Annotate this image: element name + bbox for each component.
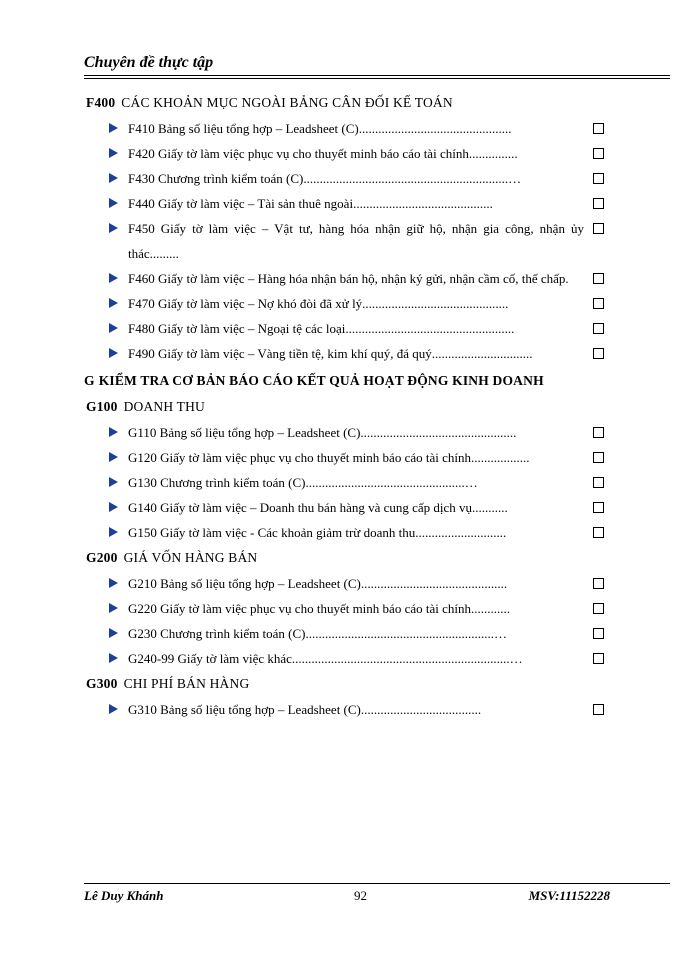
checklist-item xyxy=(84,420,584,445)
section-heading xyxy=(84,394,624,420)
footer-author: Lê Duy Khánh xyxy=(84,888,164,903)
header-rule-thin xyxy=(84,78,670,79)
checklist-item xyxy=(84,216,584,266)
bullet-arrow-icon xyxy=(109,578,118,588)
checklist-item-text: F460 Giấy tờ làm việc – Hàng hóa nhận bán hộ, nhận ký gửi, nhận cầm cố, thế chấp. xyxy=(128,271,569,286)
bullet-arrow-icon xyxy=(109,653,118,663)
checkbox-icon[interactable] xyxy=(593,628,604,639)
checklist-item-text: F420 Giấy tờ làm việc phục vụ cho thuyết minh báo cáo tài chính............... xyxy=(128,146,518,161)
section-code: G100 xyxy=(86,399,118,414)
checklist-item-text: F450 Giấy tờ làm việc – Vật tư, hàng hóa nhận giữ hộ, nhận gia công, nhận ủy thác......... xyxy=(128,221,584,261)
group-heading xyxy=(84,368,624,394)
bullet-arrow-icon xyxy=(109,603,118,613)
checkbox-icon[interactable] xyxy=(593,578,604,589)
checklist-item xyxy=(84,316,584,341)
footer-rule xyxy=(84,883,670,884)
section-title: CÁC KHOẢN MỤC NGOÀI BẢNG CÂN ĐỐI KẾ TOÁN xyxy=(121,95,453,110)
checkbox-icon[interactable] xyxy=(593,477,604,488)
page-header-title: Chuyên đề thực tập xyxy=(84,54,214,71)
checklist-item xyxy=(84,621,584,646)
checklist-item-text: G240-99 Giấy tờ làm việc khác...................................................................… xyxy=(128,651,523,666)
section-heading xyxy=(84,90,624,116)
checklist-item xyxy=(84,520,584,545)
checkbox-icon[interactable] xyxy=(593,704,604,715)
bullet-arrow-icon xyxy=(109,198,118,208)
checkbox-icon[interactable] xyxy=(593,198,604,209)
header-rule xyxy=(84,75,670,76)
section-heading xyxy=(84,545,624,571)
checklist-item xyxy=(84,571,584,596)
bullet-arrow-icon xyxy=(109,323,118,333)
checkbox-icon[interactable] xyxy=(593,273,604,284)
checklist-item xyxy=(84,697,584,722)
bullet-arrow-icon xyxy=(109,148,118,158)
checklist-item xyxy=(84,341,584,366)
checkbox-icon[interactable] xyxy=(593,603,604,614)
checklist-item-text: G130 Chương trình kiểm toán (C).................................................… xyxy=(128,475,478,490)
bullet-arrow-icon xyxy=(109,452,118,462)
footer-page-number: 92 xyxy=(354,888,367,903)
section-code: F400 xyxy=(86,95,116,110)
checklist-item-text: F490 Giấy tờ làm việc – Vàng tiền tệ, kim khí quý, đá quý............................... xyxy=(128,346,533,361)
checklist-item-text: G150 Giấy tờ làm việc - Các khoản giảm trừ doanh thu............................ xyxy=(128,525,507,540)
bullet-arrow-icon xyxy=(109,502,118,512)
bullet-arrow-icon xyxy=(109,704,118,714)
bullet-arrow-icon xyxy=(109,223,118,233)
section-code: G200 xyxy=(86,550,118,565)
section-title: DOANH THU xyxy=(123,399,205,414)
checklist-item xyxy=(84,646,584,671)
section-heading xyxy=(84,671,624,697)
checklist-item-text: F410 Bảng số liệu tổng hợp – Leadsheet (C)............................................... xyxy=(128,121,512,136)
checkbox-icon[interactable] xyxy=(593,348,604,359)
checkbox-icon[interactable] xyxy=(593,452,604,463)
checkbox-icon[interactable] xyxy=(593,223,604,234)
checklist-item xyxy=(84,470,584,495)
checklist-item-text: G120 Giấy tờ làm việc phục vụ cho thuyết minh báo cáo tài chính.................. xyxy=(128,450,530,465)
section-title: KIỂM TRA CƠ BẢN BÁO CÁO KẾT QUẢ HOẠT ĐỘNG KINH DOANH xyxy=(98,373,544,388)
checklist-item xyxy=(84,166,584,191)
section-title: GIÁ VỐN HÀNG BÁN xyxy=(123,550,258,565)
section-code: G300 xyxy=(86,676,118,691)
checklist-item xyxy=(84,141,584,166)
checklist-item-text: G230 Chương trình kiểm toán (C)..........................................................… xyxy=(128,626,507,641)
bullet-arrow-icon xyxy=(109,298,118,308)
bullet-arrow-icon xyxy=(109,477,118,487)
footer-student-id: MSV:11152228 xyxy=(528,888,610,903)
checklist-item-text: G220 Giấy tờ làm việc phục vụ cho thuyết minh báo cáo tài chính............ xyxy=(128,601,510,616)
bullet-arrow-icon xyxy=(109,123,118,133)
checkbox-icon[interactable] xyxy=(593,427,604,438)
checklist-item-text: G210 Bảng số liệu tổng hợp – Leadsheet (C)............................................. xyxy=(128,576,508,591)
checklist-item xyxy=(84,116,584,141)
bullet-arrow-icon xyxy=(109,173,118,183)
checkbox-icon[interactable] xyxy=(593,173,604,184)
checklist-item xyxy=(84,495,584,520)
checklist-item-text: F440 Giấy tờ làm việc – Tài sản thuê ngoài........................................... xyxy=(128,196,493,211)
checkbox-icon[interactable] xyxy=(593,502,604,513)
checklist-item-text: F480 Giấy tờ làm việc – Ngoại tệ các loại.................................................... xyxy=(128,321,515,336)
checkbox-icon[interactable] xyxy=(593,123,604,134)
checkbox-icon[interactable] xyxy=(593,653,604,664)
bullet-arrow-icon xyxy=(109,527,118,537)
checklist-item xyxy=(84,266,584,291)
checklist-item xyxy=(84,596,584,621)
checklist-item xyxy=(84,445,584,470)
bullet-arrow-icon xyxy=(109,427,118,437)
section-code: G xyxy=(84,373,95,388)
checkbox-icon[interactable] xyxy=(593,148,604,159)
checklist-item xyxy=(84,191,584,216)
document-body xyxy=(84,90,624,722)
bullet-arrow-icon xyxy=(109,348,118,358)
checklist-item xyxy=(84,291,584,316)
checkbox-icon[interactable] xyxy=(593,323,604,334)
bullet-arrow-icon xyxy=(109,273,118,283)
checklist-item-text: F470 Giấy tờ làm việc – Nợ khó đòi đã xử lý............................................. xyxy=(128,296,509,311)
checkbox-icon[interactable] xyxy=(593,298,604,309)
checkbox-icon[interactable] xyxy=(593,527,604,538)
checklist-item-text: G110 Bảng số liệu tổng hợp – Leadsheet (C)................................................ xyxy=(128,425,517,440)
checklist-item-text: F430 Chương trình kiểm toán (C)...............................................................… xyxy=(128,171,522,186)
bullet-arrow-icon xyxy=(109,628,118,638)
checklist-item-text: G310 Bảng số liệu tổng hợp – Leadsheet (C)..................................... xyxy=(128,702,482,717)
checklist-item-text: G140 Giấy tờ làm việc – Doanh thu bán hàng và cung cấp dịch vụ........... xyxy=(128,500,508,515)
section-title: CHI PHÍ BÁN HÀNG xyxy=(123,676,250,691)
